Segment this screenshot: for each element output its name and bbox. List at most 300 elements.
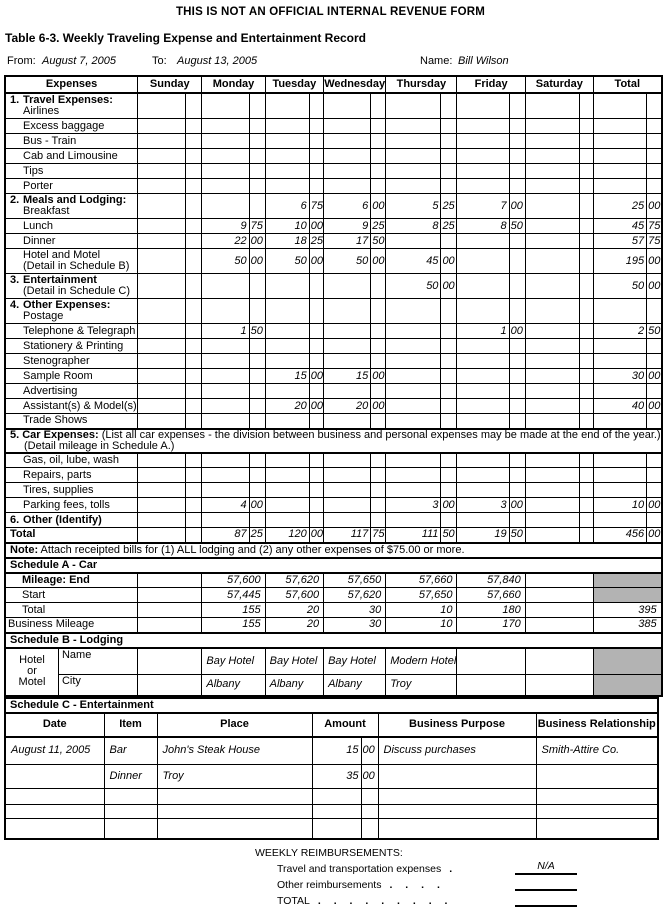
amount-dollars-cell	[202, 149, 249, 164]
amount-dollars-cell	[324, 299, 371, 324]
amount-dollars-cell	[386, 119, 441, 134]
expense-label-cell: 4. Other Expenses: Postage	[5, 299, 138, 324]
amount-dollars-cell	[324, 179, 371, 194]
amount-cents-cell	[579, 249, 593, 274]
name-value: Bill Wilson	[458, 55, 509, 67]
mileage-value-cell	[138, 573, 202, 588]
amount-dollars-cell	[457, 483, 509, 498]
amount-dollars-cell	[525, 274, 579, 299]
amount-cents-cell	[371, 384, 386, 399]
fill-in-line	[515, 877, 577, 891]
amount-dollars-cell	[386, 468, 441, 483]
amount-dollars-cell	[202, 384, 249, 399]
amount-cents-cell	[371, 414, 386, 429]
hotel-name-cell	[457, 648, 525, 675]
amount-cents-cell	[361, 789, 378, 805]
amount-cents-cell	[371, 164, 386, 179]
amount-dollars-cell	[202, 369, 249, 384]
business-purpose-cell	[378, 819, 536, 839]
amount-dollars-cell	[324, 274, 371, 299]
amount-cents-cell	[441, 179, 457, 194]
amount-dollars-cell	[138, 149, 186, 164]
amount-dollars-cell: 2	[593, 324, 646, 339]
amount-cents-cell	[509, 179, 525, 194]
amount-cents-cell: 00	[371, 194, 386, 219]
reimbursement-label: Travel and transportation expenses	[277, 862, 442, 875]
amount-cents-cell	[249, 149, 265, 164]
hotel-name-cell: Modern Hotel	[386, 648, 457, 675]
mileage-value-cell	[525, 603, 593, 618]
amount-dollars-cell: 40	[593, 399, 646, 414]
mileage-label-cell: Mileage: End	[5, 573, 138, 588]
amount-dollars-cell: 50	[386, 274, 441, 299]
amount-cents-cell	[249, 453, 265, 468]
amount-dollars-cell: 20	[265, 399, 309, 414]
amount-dollars-cell	[138, 384, 186, 399]
mileage-label-cell: Business Mileage	[5, 618, 138, 633]
shaded-cell	[593, 675, 661, 696]
amount-dollars-cell	[525, 194, 579, 219]
amount-cents-cell: 00	[372, 399, 385, 412]
amount-dollars-cell	[593, 119, 646, 134]
amount-cents-cell	[371, 339, 386, 354]
amount-cents-cell	[509, 164, 525, 179]
amount-cents-cell	[249, 339, 265, 354]
expense-row	[5, 468, 662, 483]
expense-label-cell: Gas, oil, lube, wash	[5, 453, 138, 468]
expense-label-cell: Cab and Limousine	[5, 149, 138, 164]
amount-dollars-cell	[265, 453, 309, 468]
mileage-value-cell: 30	[324, 618, 386, 633]
hotel-name-cell: Bay Hotel	[202, 648, 265, 675]
amount-cents-cell	[249, 194, 265, 219]
amount-cents-cell	[579, 299, 593, 324]
expense-label-cell: Porter	[5, 179, 138, 194]
mileage-value-cell: 395	[593, 603, 661, 618]
mileage-value-cell: 57,660	[457, 588, 525, 603]
amount-dollars-cell	[525, 483, 579, 498]
amount-dollars-cell	[138, 119, 186, 134]
day-header-cell: Saturday	[525, 76, 593, 93]
amount-cents-cell	[579, 134, 593, 149]
table-header-row	[5, 76, 662, 93]
amount-dollars-cell	[525, 468, 579, 483]
amount-dollars-cell	[324, 453, 371, 468]
amount-cents-cell	[186, 354, 202, 369]
amount-cents-cell	[186, 399, 202, 414]
amount-dollars-cell	[525, 234, 579, 249]
amount-dollars-cell	[265, 498, 309, 513]
amount-dollars-cell: 25	[593, 194, 646, 219]
amount-cents-cell	[579, 93, 593, 119]
amount-dollars-cell: 50	[202, 249, 249, 274]
amount-dollars-cell	[202, 513, 249, 528]
amount-cents-cell	[249, 299, 265, 324]
amount-dollars-cell	[138, 528, 186, 543]
schedule-a-row	[5, 573, 662, 588]
expense-row	[5, 384, 662, 399]
amount-cents-cell	[249, 354, 265, 369]
amount-dollars-cell: 87	[202, 528, 249, 543]
reimbursement-label: TOTAL	[277, 894, 310, 907]
amount-dollars-cell	[593, 149, 646, 164]
amount-cents-cell	[309, 134, 323, 149]
mileage-value-cell: 30	[324, 603, 386, 618]
amount-dollars-cell	[138, 194, 186, 219]
amount-dollars-cell	[312, 805, 361, 819]
section-cell: Schedule B - Lodging	[5, 633, 662, 648]
amount-dollars-cell	[457, 164, 509, 179]
amount-dollars-cell	[138, 134, 186, 149]
amount-dollars-cell	[457, 249, 509, 274]
business-relationship-cell	[536, 789, 658, 805]
hotel-city-cell	[457, 675, 525, 696]
expense-label-cell: Advertising	[5, 384, 138, 399]
amount-dollars-cell	[138, 324, 186, 339]
amount-cents-cell	[441, 119, 457, 134]
amount-dollars-cell	[386, 483, 441, 498]
amount-cents-cell: 00	[647, 274, 662, 299]
amount-cents-cell: 00	[509, 194, 525, 219]
expense-row	[5, 513, 662, 528]
amount-cents-cell	[509, 513, 525, 528]
amount-cents-cell	[647, 134, 662, 149]
place-cell	[157, 789, 312, 805]
amount-dollars-cell	[525, 414, 579, 429]
expense-label-cell: Telephone & Telegraph	[5, 324, 138, 339]
date-cell	[5, 789, 104, 805]
place-cell: Troy	[157, 765, 312, 789]
amount-cents-cell	[441, 299, 457, 324]
item-cell	[104, 819, 157, 839]
amount-dollars-cell	[324, 119, 371, 134]
hotel-city-cell	[525, 675, 593, 696]
amount-dollars-cell: 5	[386, 194, 441, 219]
amount-cents-cell: 00	[648, 399, 661, 412]
amount-cents-cell	[309, 179, 323, 194]
amount-cents-cell: 00	[309, 528, 323, 543]
amount-cents-cell	[647, 453, 662, 468]
amount-cents-cell	[579, 119, 593, 134]
amount-dollars-cell	[525, 164, 579, 179]
amount-dollars-cell: 4	[202, 498, 249, 513]
expense-row	[5, 119, 662, 134]
hotel-city-cell: Albany	[265, 675, 323, 696]
amount-dollars-cell	[457, 93, 509, 119]
amount-dollars-cell	[386, 134, 441, 149]
expense-row	[5, 93, 662, 119]
amount-cents-cell: 50	[441, 528, 457, 543]
amount-dollars-cell	[386, 164, 441, 179]
amount-dollars-cell	[525, 453, 579, 468]
amount-cents-cell	[509, 299, 525, 324]
amount-dollars-cell: 8	[386, 219, 441, 234]
mileage-value-cell	[525, 588, 593, 603]
amount-cents-cell	[509, 354, 525, 369]
expense-row	[5, 414, 662, 429]
expense-label-cell: Tips	[5, 164, 138, 179]
entertainment-row	[5, 789, 658, 805]
day-header-cell: Thursday	[386, 76, 457, 93]
amount-cents-cell: 00	[249, 234, 265, 249]
amount-cents-cell	[441, 134, 457, 149]
amount-dollars-cell: 7	[457, 194, 509, 219]
amount-dollars-cell	[324, 498, 371, 513]
amount-cents-cell	[186, 134, 202, 149]
amount-dollars-cell	[386, 149, 441, 164]
mileage-value-cell: 10	[386, 618, 457, 633]
amount-cents-cell	[579, 399, 593, 414]
expense-row	[5, 194, 662, 219]
amount-cents-cell	[309, 513, 323, 528]
hotel-city-cell: Troy	[386, 675, 457, 696]
amount-cents-cell	[371, 468, 386, 483]
reimbursements-title: WEEKLY REIMBURSEMENTS:	[255, 846, 403, 859]
amount-dollars-cell: 19	[457, 528, 509, 543]
mileage-value-cell	[138, 588, 202, 603]
day-header-cell: Sunday	[138, 76, 202, 93]
amount-cents-cell	[249, 513, 265, 528]
expense-label-cell: Parking fees, tolls	[5, 498, 138, 513]
amount-cents-cell	[249, 399, 265, 414]
amount-cents-cell	[249, 134, 265, 149]
expense-label-cell: Excess baggage	[5, 119, 138, 134]
schedule-c-column-headers	[5, 713, 658, 737]
amount-dollars-cell: 3	[386, 498, 441, 513]
amount-dollars-cell	[138, 219, 186, 234]
amount-cents-cell	[309, 384, 323, 399]
amount-cents-cell	[186, 324, 202, 339]
amount-dollars-cell	[525, 369, 579, 384]
amount-dollars-cell	[138, 249, 186, 274]
expense-label-cell: Total	[5, 528, 138, 543]
amount-dollars-cell	[593, 339, 646, 354]
amount-dollars-cell	[525, 134, 579, 149]
amount-dollars-cell	[265, 164, 309, 179]
amount-cents-cell: 75	[249, 219, 265, 234]
amount-cents-cell	[579, 234, 593, 249]
amount-dollars-cell	[593, 93, 646, 119]
lodging-city-row	[5, 675, 662, 696]
amount-cents-cell	[441, 399, 457, 414]
amount-dollars-cell	[525, 299, 579, 324]
amount-dollars-cell	[457, 399, 509, 414]
amount-dollars-cell: 111	[386, 528, 441, 543]
amount-cents-cell	[579, 498, 593, 513]
expense-label-cell: 3. Entertainment (Detail in Schedule C)	[5, 274, 138, 299]
amount-cents-cell	[186, 339, 202, 354]
schedule-a-row	[5, 603, 662, 618]
day-header-cell: Tuesday	[265, 76, 323, 93]
amount-dollars-cell	[202, 414, 249, 429]
amount-cents-cell	[509, 93, 525, 119]
expense-row	[5, 219, 662, 234]
entertainment-row	[5, 737, 658, 765]
amount-dollars-cell	[324, 164, 371, 179]
amount-cents-cell	[647, 354, 662, 369]
amount-dollars-cell: 17	[324, 234, 371, 249]
amount-dollars-cell	[138, 234, 186, 249]
expense-label-cell: Trade Shows	[5, 414, 138, 429]
amount-dollars-cell	[457, 119, 509, 134]
amount-cents-cell	[249, 164, 265, 179]
mileage-value-cell: 20	[265, 603, 323, 618]
mileage-value-cell: 155	[202, 603, 265, 618]
amount-dollars-cell: 9	[324, 219, 371, 234]
amount-dollars-cell	[593, 299, 646, 324]
amount-cents-cell: 00	[648, 498, 661, 511]
amount-cents-cell	[647, 164, 662, 179]
expense-row	[5, 299, 662, 324]
amount-cents-cell	[441, 453, 457, 468]
amount-dollars-cell	[525, 119, 579, 134]
amount-dollars-cell	[138, 399, 186, 414]
section-cell: 5. Car Expenses: (List all car expenses - the division between business and personal expenses may be made at the end of the year.) (Detail mileage in Schedule A.)	[5, 429, 662, 453]
amount-cents-cell	[371, 134, 386, 149]
amount-cents-cell	[509, 399, 525, 414]
amount-cents-cell	[309, 324, 323, 339]
amount-cents-cell	[509, 119, 525, 134]
amount-cents-cell	[371, 93, 386, 119]
amount-dollars-cell	[202, 339, 249, 354]
mileage-value-cell: 57,445	[202, 588, 265, 603]
fill-in-line	[515, 893, 577, 907]
amount-dollars-cell	[265, 324, 309, 339]
schedule-a-row	[5, 618, 662, 633]
amount-dollars-cell	[593, 134, 646, 149]
amount-dollars-cell	[386, 384, 441, 399]
amount-dollars-cell	[202, 483, 249, 498]
expense-row	[5, 453, 662, 468]
amount-dollars-cell	[265, 149, 309, 164]
mileage-value-cell: 57,660	[386, 573, 457, 588]
amount-cents-cell: 00	[309, 249, 323, 274]
amount-cents-cell: 00	[361, 765, 378, 789]
amount-dollars-cell	[202, 119, 249, 134]
amount-dollars-cell	[457, 179, 509, 194]
amount-cents-cell	[371, 324, 386, 339]
hotel-city-cell: Albany	[202, 675, 265, 696]
amount-dollars-cell	[324, 483, 371, 498]
mileage-value-cell	[525, 618, 593, 633]
amount-cents-cell	[249, 119, 265, 134]
amount-dollars-cell	[265, 354, 309, 369]
expense-label-cell: Stationery & Printing	[5, 339, 138, 354]
amount-dollars-cell	[138, 339, 186, 354]
amount-dollars-cell	[593, 164, 646, 179]
amount-dollars-cell	[138, 299, 186, 324]
mileage-value-cell	[525, 573, 593, 588]
amount-dollars-cell	[457, 134, 509, 149]
amount-cents-cell	[309, 299, 323, 324]
amount-dollars-cell	[386, 354, 441, 369]
dot-leader: .	[449, 862, 458, 875]
business-relationship-cell	[536, 805, 658, 819]
shaded-cell	[593, 588, 661, 603]
city-label-cell: City	[58, 675, 137, 696]
day-header-cell: Total	[593, 76, 661, 93]
amount-dollars-cell	[593, 483, 646, 498]
amount-dollars-cell	[312, 819, 361, 839]
column-header-cell: Business Relationship	[536, 713, 658, 737]
amount-cents-cell	[441, 234, 457, 249]
amount-dollars-cell	[324, 384, 371, 399]
amount-dollars-cell: 6	[324, 194, 371, 219]
mileage-value-cell	[138, 603, 202, 618]
amount-dollars-cell	[324, 93, 371, 119]
amount-cents-cell	[371, 498, 386, 513]
amount-cents-cell	[441, 384, 457, 399]
amount-dollars-cell	[386, 339, 441, 354]
amount-dollars-cell: 120	[265, 528, 309, 543]
expense-table	[4, 75, 663, 697]
expense-row	[5, 354, 662, 369]
amount-cents-cell	[186, 194, 202, 219]
amount-cents-cell	[249, 414, 265, 429]
business-relationship-cell	[536, 819, 658, 839]
expense-row	[5, 249, 662, 274]
mileage-value-cell: 170	[457, 618, 525, 633]
amount-dollars-cell	[593, 179, 646, 194]
amount-cents-cell	[249, 179, 265, 194]
amount-dollars-cell: 3	[457, 498, 509, 513]
date-cell: August 11, 2005	[5, 737, 104, 765]
column-header-cell: Date	[5, 713, 104, 737]
amount-cents-cell: 00	[310, 219, 324, 232]
amount-cents-cell: 00	[372, 369, 385, 382]
amount-dollars-cell: 15	[324, 369, 371, 384]
section-cell: Schedule C - Entertainment	[5, 698, 658, 713]
amount-dollars-cell	[265, 134, 309, 149]
expense-label-cell: 2. Meals and Lodging: Breakfast	[5, 194, 138, 219]
schedule-c-header	[5, 698, 658, 713]
amount-cents-cell	[647, 119, 662, 134]
amount-cents-cell	[309, 498, 323, 513]
amount-dollars-cell: 30	[593, 369, 646, 384]
amount-cents-cell	[309, 414, 323, 429]
hotel-city-cell	[138, 675, 202, 696]
amount-dollars-cell: 9	[202, 219, 249, 234]
amount-cents-cell	[509, 149, 525, 164]
amount-cents-cell	[249, 369, 265, 384]
amount-cents-cell	[509, 369, 525, 384]
amount-cents-cell	[186, 274, 202, 299]
amount-cents-cell: 25	[310, 234, 324, 247]
amount-cents-cell	[309, 468, 323, 483]
amount-cents-cell: 25	[249, 528, 265, 543]
day-header-cell: Friday	[457, 76, 525, 93]
expense-row	[5, 274, 662, 299]
day-header-cell: Monday	[202, 76, 265, 93]
amount-dollars-cell	[457, 369, 509, 384]
amount-cents-cell: 25	[441, 219, 457, 234]
mileage-value-cell: 57,650	[324, 573, 386, 588]
place-cell	[157, 819, 312, 839]
amount-dollars-cell: 18	[265, 234, 309, 249]
amount-dollars-cell	[457, 468, 509, 483]
amount-cents-cell	[441, 483, 457, 498]
amount-dollars-cell: 8	[457, 219, 509, 234]
amount-dollars-cell	[593, 354, 646, 369]
day-header-cell: Wednesday	[324, 76, 386, 93]
amount-dollars-cell	[324, 513, 371, 528]
expense-label-cell: 6. Other (Identify)	[5, 513, 138, 528]
amount-cents-cell: 75	[648, 234, 661, 247]
amount-cents-cell	[371, 453, 386, 468]
amount-dollars-cell: 22	[202, 234, 249, 249]
amount-cents-cell	[647, 179, 662, 194]
amount-dollars-cell	[138, 274, 186, 299]
